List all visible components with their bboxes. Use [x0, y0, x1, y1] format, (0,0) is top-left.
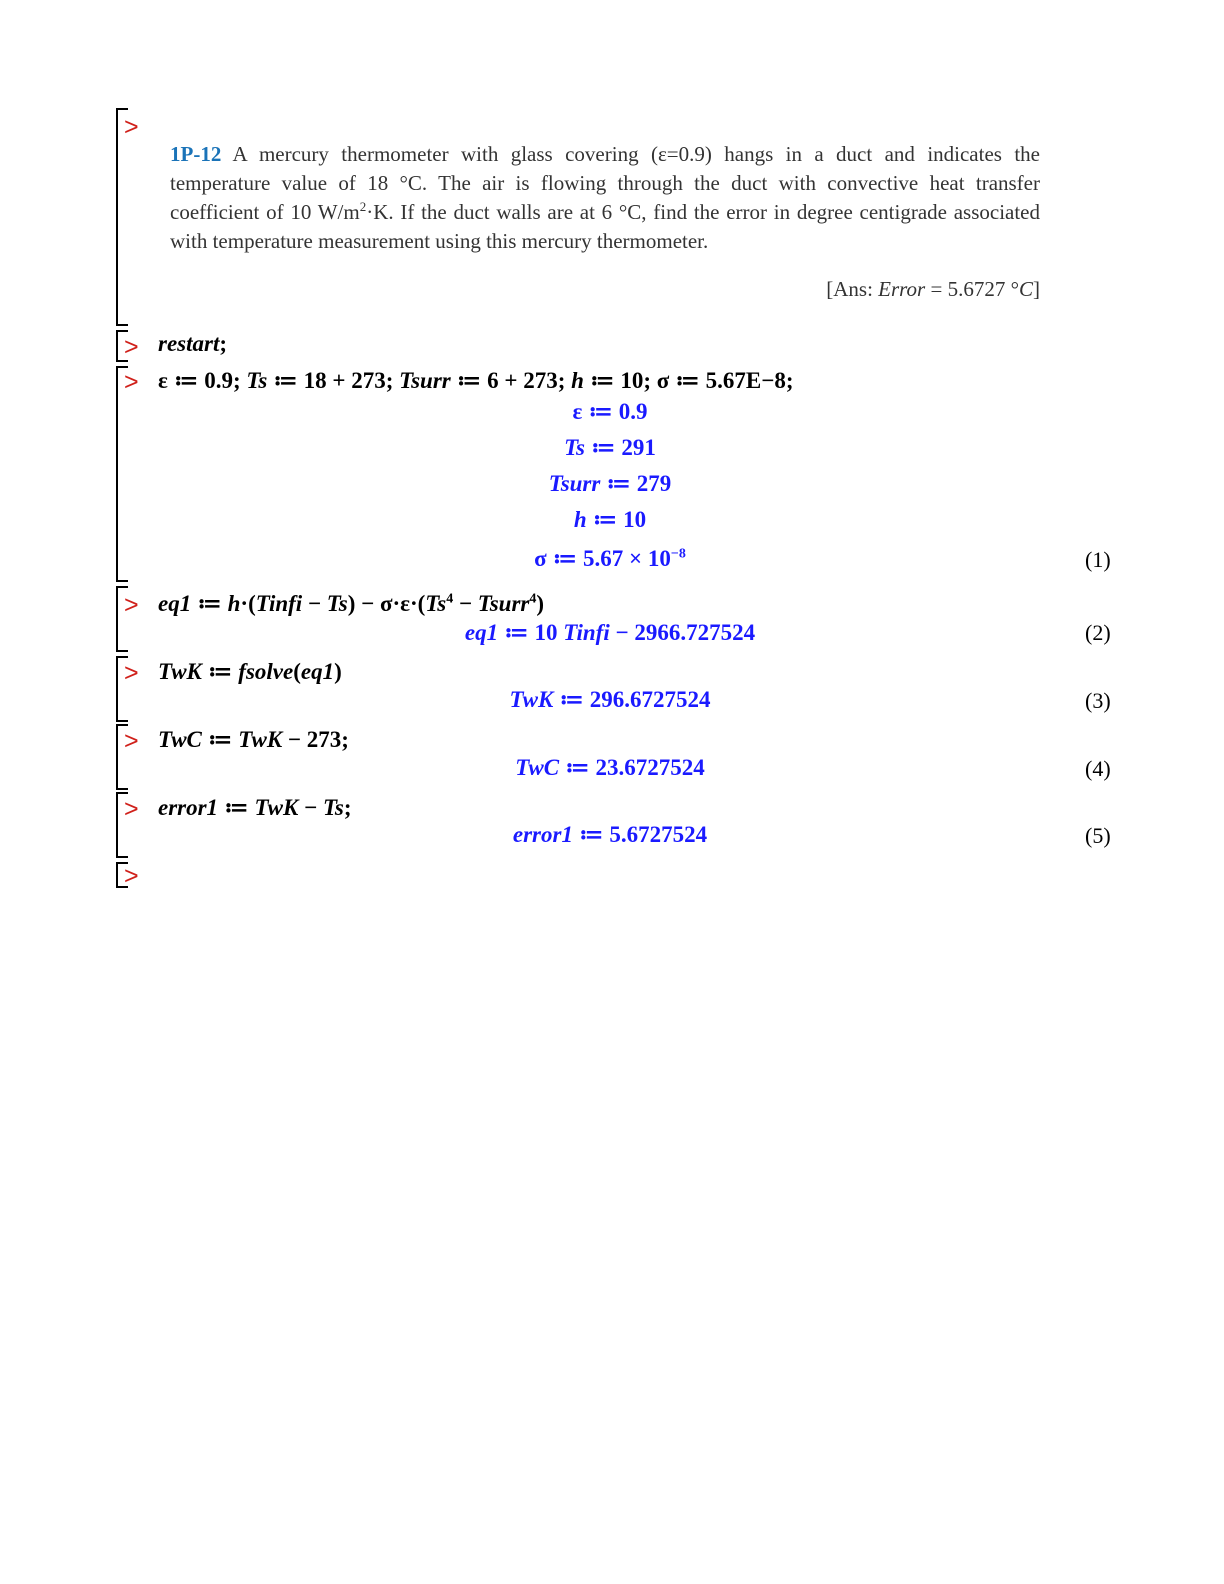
input-error1[interactable]: error1 ≔ TwK − Ts;: [158, 795, 352, 820]
group-bracket-assignments: [116, 366, 128, 582]
equation-label-3: (3): [1085, 688, 1111, 713]
output-eps: ε ≔ 0.9: [572, 399, 648, 424]
prompt-3[interactable]: >: [124, 368, 139, 396]
output-h: h ≔ 10: [573, 507, 647, 532]
input-twc[interactable]: TwC ≔ TwK − 273;: [158, 727, 349, 752]
prompt-5[interactable]: >: [124, 659, 139, 687]
output-twk: TwK ≔ 296.6727524: [509, 687, 711, 712]
prompt-1[interactable]: >: [124, 113, 139, 141]
prompt-6[interactable]: >: [124, 727, 139, 755]
problem-answer: [Ans: Error = 5.6727 °C]: [826, 277, 1040, 301]
prompt-2[interactable]: >: [124, 333, 139, 361]
equation-label-1: (1): [1085, 547, 1111, 572]
equation-label-5: (5): [1085, 823, 1111, 848]
problem-text-a: A mercury thermometer with glass covering (ε=0.9) hangs in a duct and indicates the temperature value of 18 °C. The air is flowing through the duct with convective heat transfer coefficient of 10 W/m: [170, 142, 1040, 224]
output-tsurr: Tsurr ≔ 279: [548, 471, 672, 496]
problem-text-b: ·K. If the duct walls are at 6 °C, find the error in degree centigrade associated with temperature measurement using this mercury thermometer.: [170, 200, 1040, 253]
prompt-8[interactable]: >: [124, 862, 139, 890]
input-twk[interactable]: TwK ≔ fsolve(eq1): [158, 659, 342, 684]
output-eq1: eq1 ≔ 10 Tinfi − 2966.727524: [464, 620, 756, 645]
prompt-7[interactable]: >: [124, 795, 139, 823]
problem-statement: [170, 140, 1040, 256]
input-eq1[interactable]: eq1 ≔ h·(Tinfi − $Ts) - \sigma\cdot\varepsilon\cdot(Ts^4$ − Tsurr$^4$): [158, 591, 545, 616]
output-sigma: σ ≔ $5.67 \times 10^{-8}$: [534, 546, 686, 571]
problem-id: 1P-12: [170, 142, 222, 166]
problem-sup: 2: [359, 199, 367, 214]
equation-label-4: (4): [1085, 756, 1111, 781]
equation-label-2: (2): [1085, 620, 1111, 645]
output-ts: Ts ≔ 291: [564, 435, 656, 460]
input-restart[interactable]: restart;: [158, 331, 228, 356]
input-assignments[interactable]: ε ≔ 0.9; Ts ≔ 18 + 273; Tsurr ≔ 6 + 273; h ≔ 10; σ ≔ 5.67E−8;: [158, 368, 794, 393]
output-twc: TwC ≔ 23.6727524: [515, 755, 705, 780]
prompt-4[interactable]: >: [124, 591, 139, 619]
output-error1: error1 ≔ 5.6727524: [512, 822, 708, 847]
